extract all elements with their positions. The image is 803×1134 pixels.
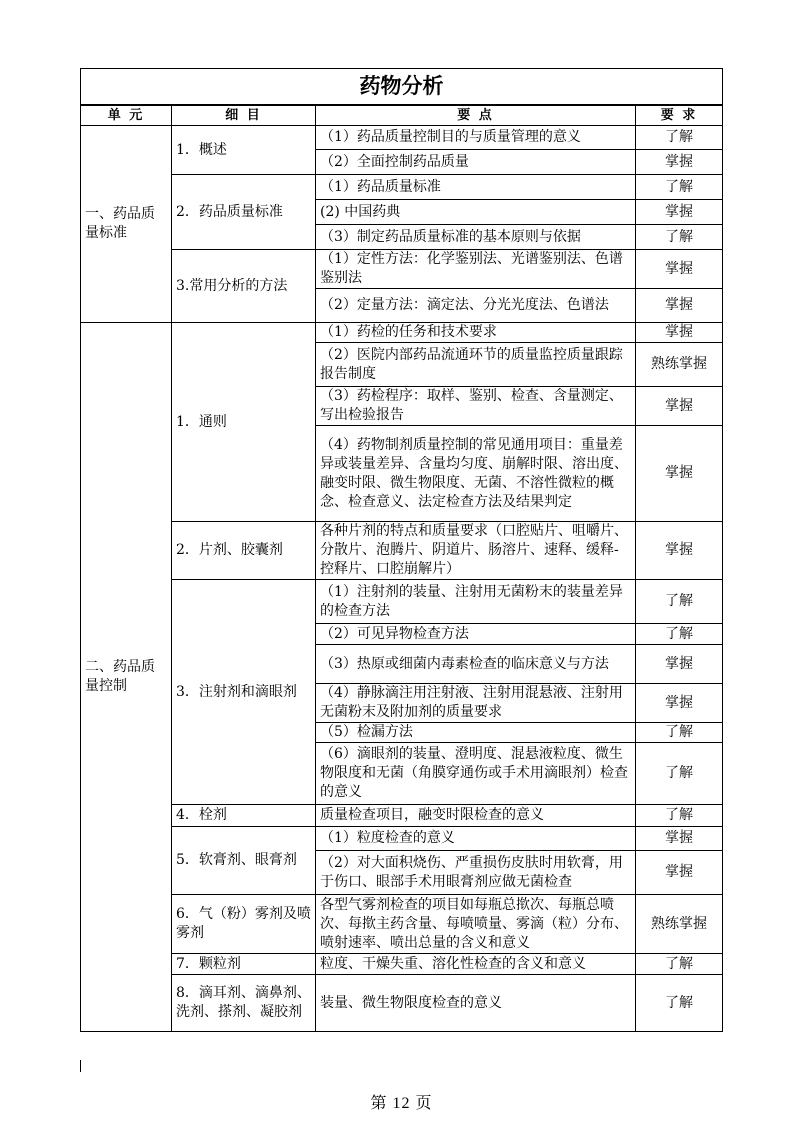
requirement-cell: 熟练掌握 [636, 343, 723, 387]
point-cell: （2）可见异物检查方法 [316, 624, 636, 645]
item-cell: 1．通则 [172, 323, 316, 522]
table-row [81, 827, 723, 851]
item-cell: 1．概述 [172, 126, 316, 175]
item-cell: 3.常用分析的方法 [172, 250, 316, 323]
requirement-cell: 掌握 [636, 426, 723, 522]
syllabus-page [80, 68, 722, 1032]
point-cell: 质量检查项目，融变时限检查的意义 [316, 805, 636, 827]
table-row [81, 250, 723, 289]
requirement-cell: 掌握 [636, 827, 723, 851]
table-row [81, 975, 723, 1032]
point-cell: （2）定量方法：滴定法、分光光度法、色谱法 [316, 289, 636, 323]
requirement-cell: 了解 [636, 624, 723, 645]
unit-cell: 一、药品质量标准 [81, 126, 172, 323]
requirement-cell: 掌握 [636, 200, 723, 225]
table-row [81, 580, 723, 624]
point-cell: （2）医院内部药品流通环节的质量监控质量跟踪报告制度 [316, 343, 636, 387]
requirement-cell: 掌握 [636, 851, 723, 895]
requirement-cell: 掌握 [636, 684, 723, 723]
requirement-cell: 了解 [636, 126, 723, 150]
point-cell: （3）制定药品质量标准的基本原则与依据 [316, 225, 636, 250]
table-row [81, 954, 723, 975]
requirement-cell: 掌握 [636, 289, 723, 323]
item-cell: 3．注射剂和滴眼剂 [172, 580, 316, 805]
requirement-cell: 了解 [636, 954, 723, 975]
requirement-cell: 了解 [636, 975, 723, 1032]
header-points: 要 点 [316, 105, 636, 126]
point-cell: （3）药检程序：取样、鉴别、检查、含量测定、写出检验报告 [316, 387, 636, 426]
point-cell: （2）全面控制药品质量 [316, 150, 636, 175]
table-row [81, 895, 723, 954]
requirement-cell: 掌握 [636, 250, 723, 289]
table-body [81, 126, 723, 1032]
table-border-extension [80, 1060, 81, 1072]
point-cell: 粒度、干燥失重、溶化性检查的含义和意义 [316, 954, 636, 975]
item-cell: 2．片剂、胶囊剂 [172, 522, 316, 580]
point-cell: （1）药品质量控制目的与质量管理的意义 [316, 126, 636, 150]
requirement-cell: 了解 [636, 743, 723, 805]
point-cell: （1）粒度检查的意义 [316, 827, 636, 851]
item-cell: 5．软膏剂、眼膏剂 [172, 827, 316, 895]
requirement-cell: 掌握 [636, 323, 723, 343]
table-row [81, 323, 723, 343]
requirement-cell: 了解 [636, 580, 723, 624]
point-cell: （6）滴眼剂的装量、澄明度、混悬液粒度、微生物限度和无菌（角膜穿通伤或手术用滴眼剂）检查的意义 [316, 743, 636, 805]
requirement-cell: 了解 [636, 225, 723, 250]
page-number: 第 12 页 [370, 1095, 433, 1112]
point-cell: （5）检漏方法 [316, 723, 636, 743]
page-title: 药物分析 [81, 69, 723, 106]
point-cell: （3）热原或细菌内毒素检查的临床意义与方法 [316, 645, 636, 684]
item-cell: 4．栓剂 [172, 805, 316, 827]
item-cell: 8．滴耳剂、滴鼻剂、洗剂、搽剂、凝胶剂 [172, 975, 316, 1032]
point-cell: 装量、微生物限度检查的意义 [316, 975, 636, 1032]
point-cell: (2) 中国药典 [316, 200, 636, 225]
point-cell: （1）药检的任务和技术要求 [316, 323, 636, 343]
table-row [81, 175, 723, 200]
requirement-cell: 熟练掌握 [636, 895, 723, 954]
table-row [81, 805, 723, 827]
point-cell: （1）定性方法：化学鉴别法、光谱鉴别法、色谱鉴别法 [316, 250, 636, 289]
requirement-cell: 了解 [636, 805, 723, 827]
point-cell: 各种片剂的特点和质量要求（口腔贴片、咀嚼片、分散片、泡腾片、阴道片、肠溶片、速释、缓释-控释片、口腔崩解片） [316, 522, 636, 580]
unit-cell: 二、药品质量控制 [81, 323, 172, 1032]
header-item: 细 目 [172, 105, 316, 126]
item-cell: 2．药品质量标准 [172, 175, 316, 250]
requirement-cell: 掌握 [636, 150, 723, 175]
requirement-cell: 掌握 [636, 387, 723, 426]
point-cell: 各型气雾剂检查的项目如每瓶总揿次、每瓶总喷次、每揿主药含量、每喷喷量、雾滴（粒）分布、喷射速率、喷出总量的含义和意义 [316, 895, 636, 954]
table-row [81, 126, 723, 150]
point-cell: （4）静脉滴注用注射液、注射用混悬液、注射用无菌粉末及附加剂的质量要求 [316, 684, 636, 723]
point-cell: （1）药品质量标准 [316, 175, 636, 200]
item-cell: 7．颗粒剂 [172, 954, 316, 975]
header-requirement: 要 求 [636, 105, 723, 126]
point-cell: （2）对大面积烧伤、严重损伤皮肤时用软膏，用于伤口、眼部手术用眼膏剂应做无菌检查 [316, 851, 636, 895]
header-unit: 单 元 [81, 105, 172, 126]
requirement-cell: 了解 [636, 723, 723, 743]
syllabus-table [80, 68, 723, 1032]
requirement-cell: 了解 [636, 175, 723, 200]
requirement-cell: 掌握 [636, 522, 723, 580]
requirement-cell: 掌握 [636, 645, 723, 684]
point-cell: （1）注射剂的装量、注射用无菌粉末的装量差异的检查方法 [316, 580, 636, 624]
item-cell: 6．气（粉）雾剂及喷雾剂 [172, 895, 316, 954]
table-row [81, 522, 723, 580]
point-cell: （4）药物制剂质量控制的常见通用项目：重量差异或装量差异、含量均匀度、崩解时限、溶出度、融变时限、微生物限度、无菌、不溶性微粒的概念、检查意义、法定检查方法及结果判定 [316, 426, 636, 522]
